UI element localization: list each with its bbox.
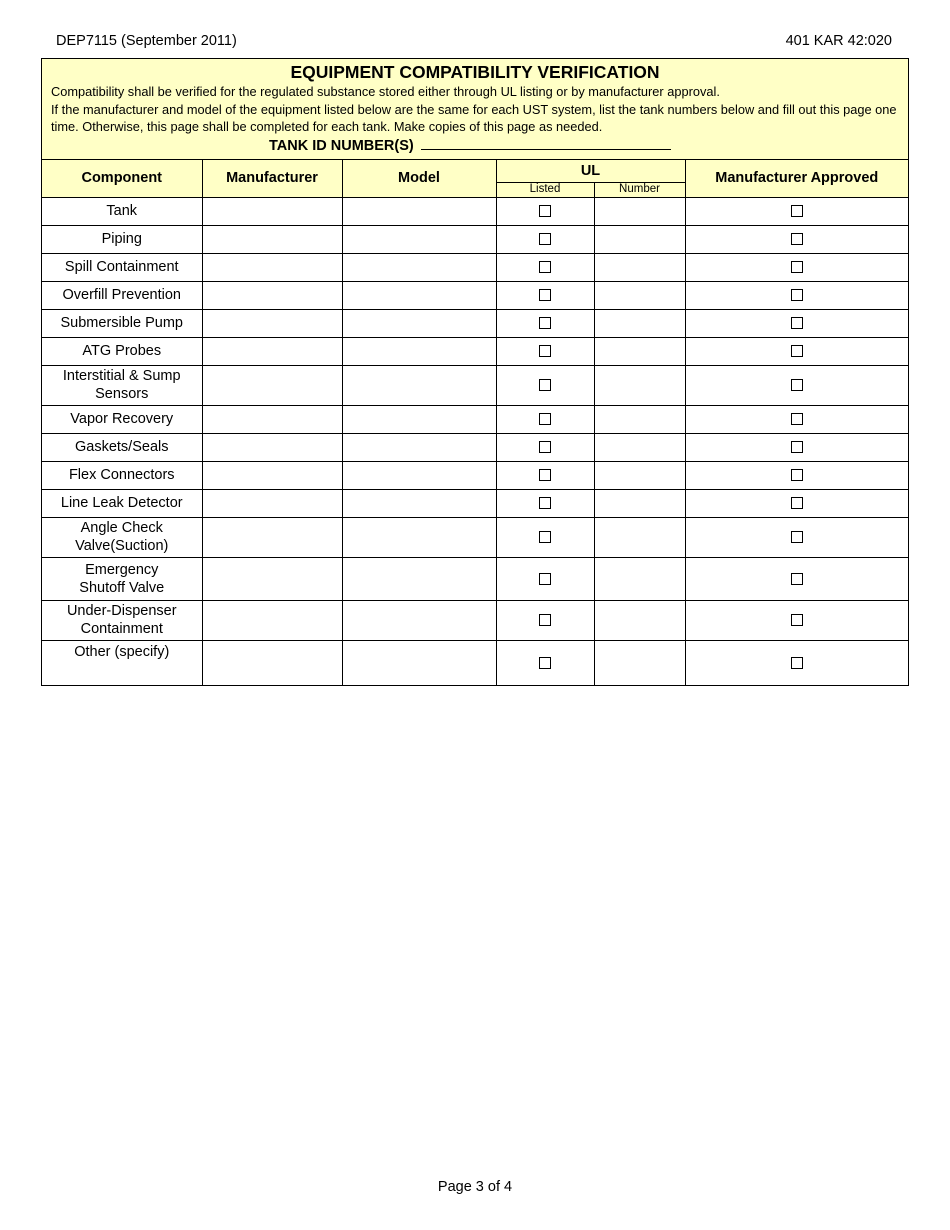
col-header-component: Component: [42, 160, 202, 197]
table-row: [42, 433, 908, 461]
table-row: [42, 557, 908, 600]
manufacturer-field[interactable]: [202, 600, 342, 640]
ul-number-field[interactable]: [594, 253, 685, 281]
ul-listed-checkbox[interactable]: [539, 379, 551, 391]
ul-listed-checkbox[interactable]: [539, 614, 551, 626]
model-field[interactable]: [342, 489, 496, 517]
ul-listed-cell: [496, 197, 594, 225]
component-line-1: Flex Connectors: [68, 467, 175, 483]
manufacturer-approved-checkbox[interactable]: [791, 317, 803, 329]
component-name: [42, 365, 202, 405]
manufacturer-approved-cell: [685, 557, 908, 600]
component-line-1: Vapor Recovery: [70, 411, 174, 427]
manufacturer-approved-cell: [685, 517, 908, 557]
component-line-1: Other (specify): [74, 643, 170, 660]
manufacturer-approved-cell: [685, 365, 908, 405]
manufacturer-approved-checkbox[interactable]: [791, 289, 803, 301]
manufacturer-field[interactable]: [202, 225, 342, 253]
col-header-model: Model: [342, 160, 496, 197]
form-id: DEP7115 (September 2011): [56, 33, 237, 49]
manufacturer-approved-cell: [685, 309, 908, 337]
manufacturer-approved-cell: [685, 405, 908, 433]
table-row: [42, 225, 908, 253]
ul-listed-checkbox[interactable]: [539, 441, 551, 453]
ul-listed-cell: [496, 433, 594, 461]
ul-number-field[interactable]: [594, 517, 685, 557]
tank-id-input[interactable]: [421, 136, 671, 150]
manufacturer-approved-cell: [685, 197, 908, 225]
manufacturer-field[interactable]: [202, 197, 342, 225]
col-header-ul-number: Number: [594, 182, 685, 197]
manufacturer-field[interactable]: [202, 253, 342, 281]
col-header-manufacturer-approved: Manufacturer Approved: [685, 160, 908, 197]
model-field[interactable]: [342, 405, 496, 433]
manufacturer-approved-checkbox[interactable]: [791, 345, 803, 357]
manufacturer-approved-cell: [685, 489, 908, 517]
regulation-citation: 401 KAR 42:020: [785, 33, 892, 49]
tank-id-label: TANK ID NUMBER(S): [269, 137, 414, 154]
ul-listed-cell: [496, 461, 594, 489]
ul-listed-checkbox[interactable]: [539, 317, 551, 329]
manufacturer-field[interactable]: [202, 433, 342, 461]
component-line-1: Under-Dispenser: [66, 603, 177, 619]
component-line-1: Tank: [106, 203, 138, 219]
component-line-1: Piping: [101, 231, 142, 247]
component-line-1: Emergency: [85, 561, 159, 578]
manufacturer-field[interactable]: [202, 405, 342, 433]
manufacturer-field[interactable]: [202, 517, 342, 557]
ul-listed-checkbox[interactable]: [539, 345, 551, 357]
ul-number-field[interactable]: [594, 225, 685, 253]
ul-listed-checkbox[interactable]: [539, 261, 551, 273]
table-row: [42, 517, 908, 557]
component-name: [42, 489, 202, 517]
ul-listed-cell: [496, 365, 594, 405]
ul-listed-cell: [496, 405, 594, 433]
ul-listed-checkbox[interactable]: [539, 497, 551, 509]
component-line-1: ATG Probes: [82, 343, 162, 359]
manufacturer-approved-checkbox[interactable]: [791, 657, 803, 669]
ul-number-field[interactable]: [594, 600, 685, 640]
manufacturer-field[interactable]: [202, 281, 342, 309]
ul-listed-checkbox[interactable]: [539, 469, 551, 481]
component-line-1: Gaskets/Seals: [75, 439, 169, 455]
ul-listed-cell: [496, 309, 594, 337]
table-row: [42, 489, 908, 517]
model-field[interactable]: [342, 557, 496, 600]
ul-number-field[interactable]: [594, 489, 685, 517]
manufacturer-field[interactable]: [202, 557, 342, 600]
manufacturer-field[interactable]: [202, 489, 342, 517]
model-field[interactable]: [342, 600, 496, 640]
ul-number-field[interactable]: [594, 640, 685, 685]
manufacturer-approved-cell: [685, 253, 908, 281]
model-field[interactable]: [342, 433, 496, 461]
form-intro: [42, 59, 908, 160]
component-name: [42, 557, 202, 600]
ul-listed-cell: [496, 517, 594, 557]
manufacturer-approved-cell: [685, 281, 908, 309]
equipment-table: [42, 160, 908, 685]
manufacturer-field[interactable]: [202, 309, 342, 337]
component-name: [42, 197, 202, 225]
ul-number-field[interactable]: [594, 337, 685, 365]
component-name: [42, 225, 202, 253]
ul-listed-cell: [496, 337, 594, 365]
component-line-1: Line Leak Detector: [60, 495, 183, 511]
ul-listed-checkbox[interactable]: [539, 531, 551, 543]
component-name: [42, 405, 202, 433]
ul-listed-cell: [496, 557, 594, 600]
tank-id-row: [51, 136, 899, 156]
manufacturer-field[interactable]: [202, 365, 342, 405]
manufacturer-approved-checkbox[interactable]: [791, 205, 803, 217]
ul-number-field[interactable]: [594, 557, 685, 600]
form-title: EQUIPMENT COMPATIBILITY VERIFICATION: [290, 62, 660, 82]
component-line-1: Angle Check: [80, 520, 163, 536]
model-field[interactable]: [342, 225, 496, 253]
ul-number-field[interactable]: [594, 365, 685, 405]
col-header-ul-listed: Listed: [496, 182, 594, 197]
manufacturer-field[interactable]: [202, 337, 342, 365]
ul-listed-checkbox[interactable]: [539, 233, 551, 245]
component-name: [42, 433, 202, 461]
manufacturer-approved-checkbox[interactable]: [791, 441, 803, 453]
intro-text-2: If the manufacturer and model of the equipment listed below are the same for each UST system, list the tank numbers below and fill out this page one time. Otherwise, this page shall be completed for each tank. Make copies of this page as needed.: [51, 101, 897, 134]
table-row: [42, 600, 908, 640]
table-row: [42, 365, 908, 405]
manufacturer-approved-cell: [685, 640, 908, 685]
manufacturer-approved-checkbox[interactable]: [791, 379, 803, 391]
ul-listed-cell: [496, 225, 594, 253]
intro-text-1: Compatibility shall be verified for the regulated substance stored either through UL listing or by manufacturer approval.: [51, 84, 720, 99]
component-line-2: Containment: [80, 621, 163, 637]
model-field[interactable]: [342, 337, 496, 365]
manufacturer-approved-checkbox[interactable]: [791, 497, 803, 509]
component-name: [42, 337, 202, 365]
ul-number-field[interactable]: [594, 405, 685, 433]
component-name: [42, 517, 202, 557]
ul-listed-checkbox[interactable]: [539, 657, 551, 669]
manufacturer-approved-cell: [685, 225, 908, 253]
model-field[interactable]: [342, 517, 496, 557]
table-row: [42, 253, 908, 281]
component-line-1: Overfill Prevention: [62, 287, 181, 303]
manufacturer-field[interactable]: [202, 461, 342, 489]
component-name: [42, 309, 202, 337]
table-row: [42, 640, 908, 685]
manufacturer-approved-checkbox[interactable]: [791, 413, 803, 425]
page-number: Page 3 of 4: [437, 1179, 513, 1195]
table-row: [42, 281, 908, 309]
component-line-2: Valve(Suction): [75, 538, 169, 554]
ul-number-field[interactable]: [594, 309, 685, 337]
component-name: [42, 253, 202, 281]
manufacturer-approved-cell: [685, 433, 908, 461]
ul-listed-checkbox[interactable]: [539, 289, 551, 301]
ul-number-field[interactable]: [594, 461, 685, 489]
ul-listed-cell: [496, 600, 594, 640]
component-line-1: Spill Containment: [64, 259, 179, 275]
ul-listed-checkbox[interactable]: [539, 413, 551, 425]
table-row: [42, 197, 908, 225]
component-line-2: Sensors: [95, 386, 149, 402]
compatibility-form: [41, 58, 909, 686]
table-row: [42, 405, 908, 433]
component-name: [42, 461, 202, 489]
manufacturer-approved-checkbox[interactable]: [791, 469, 803, 481]
manufacturer-approved-checkbox[interactable]: [791, 573, 803, 585]
manufacturer-approved-cell: [685, 337, 908, 365]
ul-number-field[interactable]: [594, 433, 685, 461]
table-row: [42, 461, 908, 489]
ul-number-field[interactable]: [594, 281, 685, 309]
ul-listed-checkbox[interactable]: [539, 573, 551, 585]
model-field[interactable]: [342, 197, 496, 225]
table-row: [42, 309, 908, 337]
model-field[interactable]: [342, 253, 496, 281]
ul-number-field[interactable]: [594, 197, 685, 225]
table-row: [42, 337, 908, 365]
model-field[interactable]: [342, 640, 496, 685]
col-header-ul: UL: [496, 160, 685, 182]
ul-listed-cell: [496, 253, 594, 281]
model-field[interactable]: [342, 309, 496, 337]
component-name: [42, 281, 202, 309]
ul-listed-cell: [496, 640, 594, 685]
component-line-1: Interstitial & Sump: [62, 368, 181, 384]
model-field[interactable]: [342, 365, 496, 405]
component-line-2: Shutoff Valve: [79, 579, 165, 596]
model-field[interactable]: [342, 281, 496, 309]
ul-listed-cell: [496, 489, 594, 517]
ul-listed-checkbox[interactable]: [539, 205, 551, 217]
model-field[interactable]: [342, 461, 496, 489]
manufacturer-approved-checkbox[interactable]: [791, 261, 803, 273]
manufacturer-field[interactable]: [202, 640, 342, 685]
component-line-1: Submersible Pump: [60, 315, 183, 331]
manufacturer-approved-cell: [685, 461, 908, 489]
manufacturer-approved-checkbox[interactable]: [791, 531, 803, 543]
ul-listed-cell: [496, 281, 594, 309]
manufacturer-approved-checkbox[interactable]: [791, 233, 803, 245]
col-header-manufacturer: Manufacturer: [202, 160, 342, 197]
manufacturer-approved-checkbox[interactable]: [791, 614, 803, 626]
manufacturer-approved-cell: [685, 600, 908, 640]
component-name: [42, 600, 202, 640]
component-name: [42, 640, 202, 685]
